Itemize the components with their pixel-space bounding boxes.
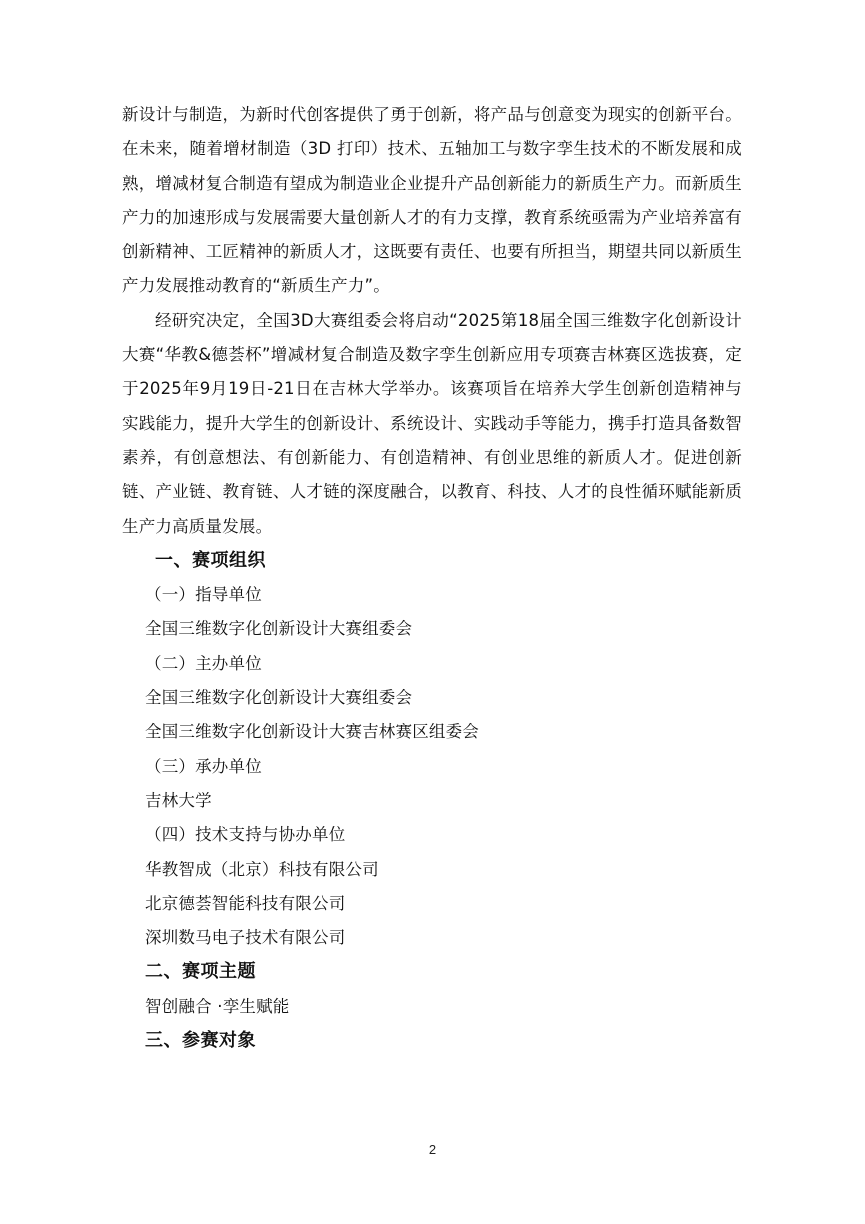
section-heading-organization: 一、赛项组织 bbox=[155, 549, 266, 571]
body-paragraph-intro-continued: 新设计与制造，为新时代创客提供了勇于创新，将产品与创意变为现实的创新平台。在未来，随着增材制造（3D 打印）技术、五轴加工与数字孪生技术的不断发展和成熟，增减材复合制造有望成为制造业企业提升产品创新能力的新质生产力。而新质生产力的加速形成与发展需要大量创新人才的有力支撑，教育系统亟需为产业培养富有创新精神、工匠精神的新质人才，这既要有责任、也要有所担当，期望共同以新质生产力发展推动教育的“新质生产力”。 bbox=[122, 105, 742, 296]
subsection-label-host-unit: （二）主办单位 bbox=[145, 653, 262, 673]
subsection-label-guiding-unit: （一）指导单位 bbox=[145, 585, 262, 605]
theme-text: 智创融合 ·孪生赋能 bbox=[145, 996, 290, 1016]
section-heading-theme: 二、赛项主题 bbox=[145, 961, 256, 983]
body-paragraph-competition-announcement: 经研究决定，全国3D大赛组委会将启动“2025第18届全国三维数字化创新设计大赛“华教&德荟杯”增减材复合制造及数字孪生创新应用专项赛吉林赛区选拔赛，定于2025年9月19日-21日在吉林大学举办。该赛项旨在培养大学生创新创造精神与实践能力，提升大学生的创新设计、系统设计、实践动手等能力，携手打造具备数智素养，有创意想法、有创新能力、有创造精神、有创业思维的新质人才。促进创新链、产业链、教育链、人才链的深度融合，以教育、科技、人才的良性循环赋能新质生产力高质量发展。 bbox=[122, 310, 743, 536]
guiding-unit-item: 全国三维数字化创新设计大赛组委会 bbox=[145, 619, 413, 639]
host-unit-item: 全国三维数字化创新设计大赛组委会 bbox=[145, 688, 413, 708]
support-unit-item: 深圳数马电子技术有限公司 bbox=[145, 928, 346, 948]
host-unit-item: 全国三维数字化创新设计大赛吉林赛区组委会 bbox=[145, 722, 479, 742]
support-unit-item: 华教智成（北京）科技有限公司 bbox=[145, 859, 379, 879]
page-number: 2 bbox=[428, 1142, 437, 1157]
organizer-unit-item: 吉林大学 bbox=[145, 790, 212, 810]
subsection-label-support-unit: （四）技术支持与协办单位 bbox=[145, 825, 346, 845]
section-heading-participants: 三、参赛对象 bbox=[145, 1030, 256, 1052]
document-body bbox=[122, 98, 742, 1058]
subsection-label-organizer-unit: （三）承办单位 bbox=[145, 756, 262, 776]
support-unit-item: 北京德荟智能科技有限公司 bbox=[145, 893, 346, 913]
